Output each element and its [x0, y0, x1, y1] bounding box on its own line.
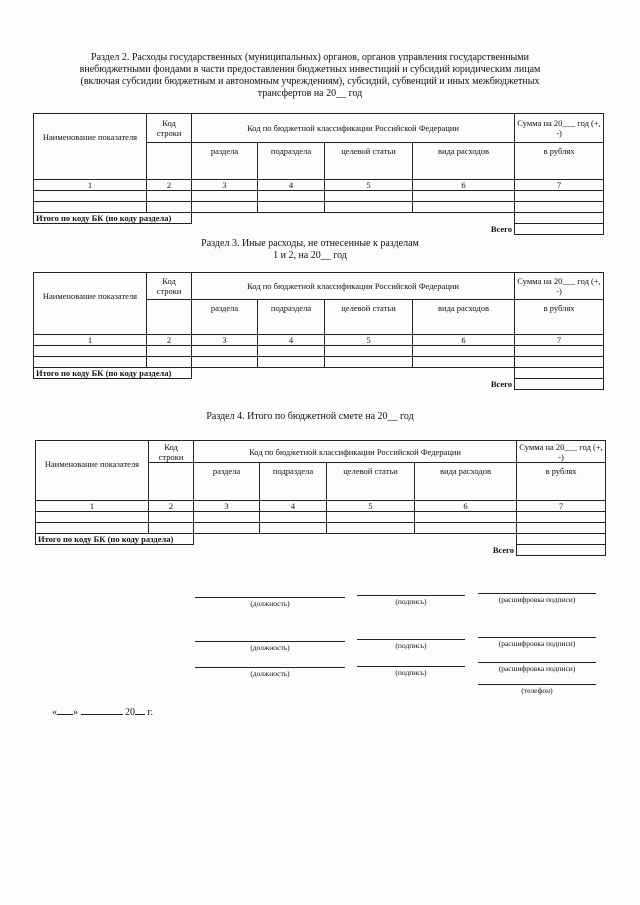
header-code-blank	[147, 300, 192, 335]
section-2-title-line-3: (включая субсидии бюджетным и автономным учреждениям), субсидий, субвенций и иных межбюджетных	[80, 76, 540, 87]
section-2-title-line-1: Раздел 2. Расходы государственных (муниципальных) органов, органов управления государственными	[91, 52, 529, 63]
date-close-quote: »	[73, 707, 78, 718]
num-2: 2	[147, 180, 192, 191]
header-sum: Сумма на 20___ год (+, -)	[517, 441, 606, 463]
sub-rub: в рублях	[515, 143, 604, 180]
header-code-blank	[147, 143, 192, 180]
section-2-title-line-2: внебюджетными фондами в части предоставления бюджетных инвестиций и субсидий юридическим лицам	[79, 64, 541, 75]
num-2: 2	[149, 501, 194, 512]
sub-subsection: подраздела	[258, 300, 325, 335]
signature-caption-position: (должность)	[250, 599, 290, 608]
total-bk-label: Итого по коду БК (по коду раздела)	[36, 534, 194, 545]
signature-line-decode	[478, 637, 596, 638]
signature-caption-sign: (подпись)	[395, 641, 427, 650]
num-6: 6	[413, 180, 515, 191]
header-bk: Код по бюджетной классификации Российской Федерации	[192, 114, 515, 143]
table-row	[34, 346, 604, 357]
header-name: Наименование показателя	[34, 114, 147, 180]
sub-type: вида расходов	[415, 463, 517, 501]
num-6: 6	[415, 501, 517, 512]
header-bk: Код по бюджетной классификации Российской Федерации	[194, 441, 517, 463]
signature-line-sign	[357, 639, 465, 640]
num-1: 1	[34, 335, 147, 346]
signature-line-position	[195, 667, 345, 668]
section-2-table	[33, 113, 604, 235]
section-4-table	[35, 440, 606, 556]
signature-caption-decode: (расшифровка подписи)	[498, 664, 576, 673]
num-3: 3	[192, 180, 258, 191]
section-4-title	[30, 411, 590, 423]
header-name: Наименование показателя	[36, 441, 149, 501]
table-row	[36, 512, 606, 523]
header-code: Код строки	[149, 441, 194, 463]
num-3: 3	[192, 335, 258, 346]
sub-target: целевой статьи	[325, 143, 413, 180]
date-line	[52, 707, 153, 718]
num-7: 7	[515, 180, 604, 191]
num-3: 3	[194, 501, 260, 512]
sub-section: раздела	[194, 463, 260, 501]
signature-caption-sign: (подпись)	[395, 668, 427, 677]
sub-subsection: подраздела	[258, 143, 325, 180]
sub-rub: в рублях	[515, 300, 604, 335]
section-3-title-line-2: 1 и 2, на 20__ год	[273, 250, 347, 261]
section-3-title-line-1: Раздел 3. Иные расходы, не отнесенные к разделам	[201, 238, 419, 249]
num-7: 7	[515, 335, 604, 346]
num-4: 4	[258, 335, 325, 346]
date-year-suffix: г.	[147, 707, 153, 718]
table-row	[34, 357, 604, 368]
num-6: 6	[413, 335, 515, 346]
total-all-label: Всего	[492, 545, 515, 555]
header-sum: Сумма на 20___ год (+, -)	[515, 114, 604, 143]
signature-caption-position: (должность)	[250, 669, 290, 678]
signature-line-decode	[478, 662, 596, 663]
num-1: 1	[36, 501, 149, 512]
signature-caption-sign: (подпись)	[395, 597, 427, 606]
section-4-title-line-1: Раздел 4. Итого по бюджетной смете на 20__ год	[206, 411, 414, 422]
signature-line-decode	[478, 593, 596, 594]
signature-caption-phone: (телефон)	[521, 686, 553, 695]
section-3-title	[30, 238, 590, 262]
section-2-title	[30, 52, 590, 100]
section-3-table	[33, 272, 604, 390]
signature-line-position	[195, 641, 345, 642]
header-sum: Сумма на 20___ год (+, -)	[515, 273, 604, 300]
sub-subsection: подраздела	[260, 463, 327, 501]
signature-line-sign	[357, 666, 465, 667]
date-day-blank	[57, 714, 73, 715]
sub-rub: в рублях	[517, 463, 606, 501]
total-all-label: Всего	[490, 379, 513, 389]
signature-caption-decode: (расшифровка подписи)	[498, 639, 576, 648]
signature-line-sign	[357, 595, 465, 596]
header-code: Код строки	[147, 273, 192, 300]
num-1: 1	[34, 180, 147, 191]
date-year-prefix: 20	[125, 707, 135, 718]
num-4: 4	[260, 501, 327, 512]
date-year-blank	[135, 714, 145, 715]
total-all-label: Всего	[490, 224, 513, 234]
total-bk-label: Итого по коду БК (по коду раздела)	[34, 213, 192, 224]
table-row	[36, 523, 606, 534]
header-code: Код строки	[147, 114, 192, 143]
num-4: 4	[258, 180, 325, 191]
signature-caption-position: (должность)	[250, 643, 290, 652]
sub-type: вида расходов	[413, 143, 515, 180]
table-row	[34, 202, 604, 213]
table-row	[34, 191, 604, 202]
num-5: 5	[327, 501, 415, 512]
sub-type: вида расходов	[413, 300, 515, 335]
section-2-title-line-4: трансфертов на 20__ год	[257, 88, 363, 99]
header-bk: Код по бюджетной классификации Российской Федерации	[192, 273, 515, 300]
sub-section: раздела	[192, 143, 258, 180]
num-2: 2	[147, 335, 192, 346]
signature-caption-decode: (расшифровка подписи)	[498, 595, 576, 604]
header-name: Наименование показателя	[34, 273, 147, 335]
num-5: 5	[325, 180, 413, 191]
total-bk-label: Итого по коду БК (по коду раздела)	[34, 368, 192, 379]
num-7: 7	[517, 501, 606, 512]
signature-line-phone	[478, 684, 596, 685]
date-open-quote: «	[52, 707, 57, 718]
sub-target: целевой статьи	[327, 463, 415, 501]
sub-target: целевой статьи	[325, 300, 413, 335]
signature-line-position	[195, 597, 345, 598]
num-5: 5	[325, 335, 413, 346]
header-code-blank	[149, 463, 194, 501]
date-month-blank	[81, 714, 123, 715]
sub-section: раздела	[192, 300, 258, 335]
